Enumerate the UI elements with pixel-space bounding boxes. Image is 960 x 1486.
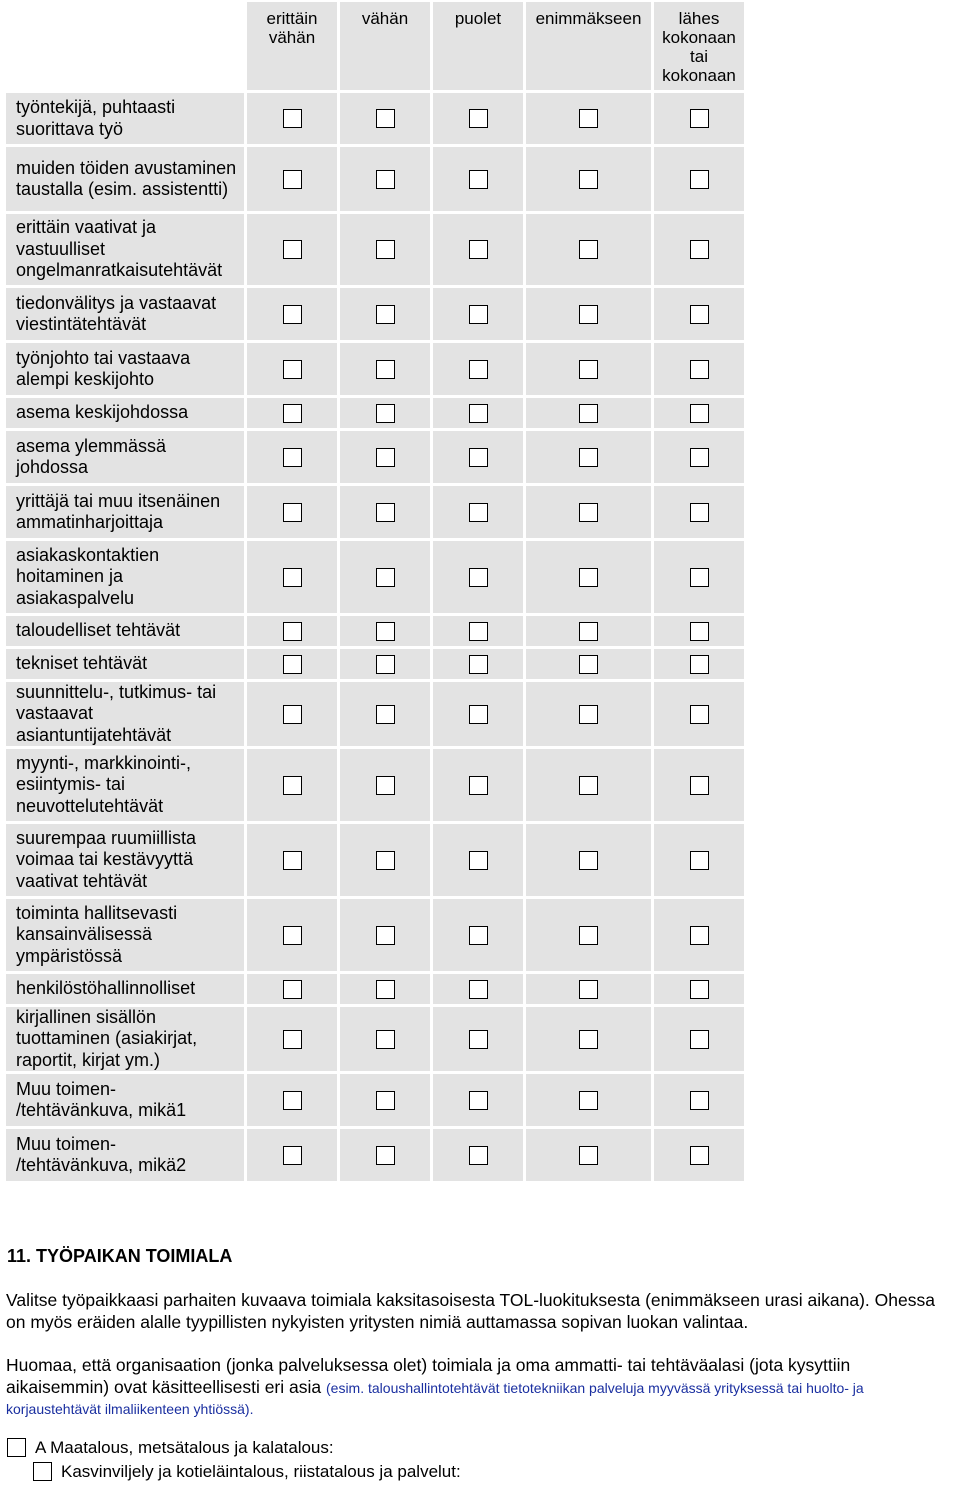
rating-checkbox[interactable] (690, 170, 709, 189)
rating-checkbox[interactable] (579, 503, 598, 522)
rating-cell (526, 486, 651, 538)
rating-checkbox[interactable] (579, 1091, 598, 1110)
rating-checkbox[interactable] (283, 109, 302, 128)
row-label: tiedonvälitys ja vastaavat viestintätehtävät (6, 288, 244, 340)
rating-cell (433, 343, 523, 395)
rating-cell (340, 824, 430, 896)
rating-cell (526, 343, 651, 395)
rating-cell (247, 899, 337, 971)
rating-checkbox[interactable] (469, 655, 488, 674)
rating-checkbox[interactable] (469, 1146, 488, 1165)
rating-cell (340, 1074, 430, 1126)
rating-checkbox[interactable] (376, 1091, 395, 1110)
rating-checkbox[interactable] (469, 305, 488, 324)
row-label: työnjohto tai vastaava alempi keskijohto (6, 343, 244, 395)
rating-checkbox[interactable] (690, 1146, 709, 1165)
rating-cell (654, 288, 744, 340)
rating-cell (654, 1129, 744, 1181)
rating-cell (247, 1007, 337, 1071)
rating-cell (654, 824, 744, 896)
row-label: kirjallinen sisällön tuottaminen (asiakirjat, raportit, kirjat ym.) (6, 1007, 244, 1071)
rating-checkbox[interactable] (579, 851, 598, 870)
column-header: enimmäkseen (526, 2, 651, 90)
rating-checkbox[interactable] (283, 170, 302, 189)
rating-cell (340, 214, 430, 285)
row-label: asema keskijohdossa (6, 398, 244, 428)
header-corner (6, 2, 244, 90)
note-main-text: Huomaa, että organisaation (jonka palveluksessa olet) toimiala ja oma ammatti- tai tehtäväalasi (jota kysyttiin aikaisemmin) ovat käsitteellisesti eri asia (6, 1355, 851, 1397)
rating-cell (526, 431, 651, 483)
column-header: lähes kokonaan tai kokonaan (654, 2, 744, 90)
rating-cell (654, 431, 744, 483)
rating-checkbox[interactable] (579, 568, 598, 587)
section-title: 11. TYÖPAIKAN TOIMIALA (7, 1246, 233, 1266)
rating-cell (247, 288, 337, 340)
rating-cell (526, 616, 651, 646)
rating-cell (247, 398, 337, 428)
rating-cell (433, 541, 523, 613)
row-label: tekniset tehtävät (6, 649, 244, 679)
rating-cell (433, 93, 523, 144)
row-label: yrittäjä tai muu itsenäinen ammatinharjoittaja (6, 486, 244, 538)
row-label: taloudelliset tehtävät (6, 616, 244, 646)
row-label: muiden töiden avustaminen taustalla (esim. assistentti) (6, 147, 244, 211)
rating-checkbox[interactable] (376, 448, 395, 467)
rating-checkbox[interactable] (283, 503, 302, 522)
rating-grid (6, 2, 744, 1181)
rating-checkbox[interactable] (283, 851, 302, 870)
rating-checkbox[interactable] (579, 109, 598, 128)
rating-checkbox[interactable] (579, 305, 598, 324)
rating-checkbox[interactable] (579, 622, 598, 641)
note-paragraph (6, 1355, 956, 1420)
rating-cell (340, 682, 430, 746)
rating-cell (433, 1074, 523, 1126)
rating-checkbox[interactable] (690, 240, 709, 259)
rating-checkbox[interactable] (376, 926, 395, 945)
rating-checkbox[interactable] (469, 503, 488, 522)
rating-checkbox[interactable] (376, 568, 395, 587)
rating-checkbox[interactable] (376, 404, 395, 423)
rating-checkbox[interactable] (283, 305, 302, 324)
rating-checkbox[interactable] (469, 568, 488, 587)
rating-checkbox[interactable] (376, 109, 395, 128)
rating-cell (340, 1007, 430, 1071)
rating-cell (340, 1129, 430, 1181)
rating-cell (433, 682, 523, 746)
rating-cell (654, 1007, 744, 1071)
checkbox[interactable] (33, 1462, 52, 1481)
rating-cell (654, 974, 744, 1004)
rating-cell (654, 616, 744, 646)
rating-cell (526, 398, 651, 428)
row-label: suurempaa ruumiillista voimaa tai kestävyyttä vaativat tehtävät (6, 824, 244, 896)
rating-cell (433, 147, 523, 211)
rating-cell (526, 541, 651, 613)
rating-cell (247, 486, 337, 538)
rating-checkbox[interactable] (690, 705, 709, 724)
rating-cell (526, 749, 651, 821)
column-header: erittäin vähän (247, 2, 337, 90)
rating-checkbox[interactable] (376, 655, 395, 674)
rating-cell (247, 824, 337, 896)
rating-checkbox[interactable] (579, 170, 598, 189)
rating-checkbox[interactable] (690, 305, 709, 324)
rating-checkbox[interactable] (469, 851, 488, 870)
option-label: A Maatalous, metsätalous ja kalatalous: (35, 1438, 334, 1457)
row-label: työntekijä, puhtaasti suorittava työ (6, 93, 244, 144)
rating-checkbox[interactable] (283, 448, 302, 467)
rating-checkbox[interactable] (690, 776, 709, 795)
rating-cell (340, 343, 430, 395)
rating-checkbox[interactable] (579, 1146, 598, 1165)
rating-checkbox[interactable] (376, 1146, 395, 1165)
rating-cell (433, 749, 523, 821)
rating-cell (433, 974, 523, 1004)
rating-cell (654, 214, 744, 285)
rating-checkbox[interactable] (579, 240, 598, 259)
row-label: asiakaskontaktien hoitaminen ja asiakaspalvelu (6, 541, 244, 613)
rating-checkbox[interactable] (579, 655, 598, 674)
rating-checkbox[interactable] (579, 980, 598, 999)
row-label: Muu toimen- /tehtävänkuva, mikä1 (6, 1074, 244, 1126)
rating-cell (654, 541, 744, 613)
rating-cell (340, 899, 430, 971)
rating-cell (433, 1007, 523, 1071)
row-label: asema ylemmässä johdossa (6, 431, 244, 483)
rating-checkbox[interactable] (579, 926, 598, 945)
row-label: myynti-, markkinointi-, esiintymis- tai neuvottelutehtävät (6, 749, 244, 821)
row-label: toiminta hallitsevasti kansainvälisessä ympäristössä (6, 899, 244, 971)
rating-checkbox[interactable] (469, 170, 488, 189)
rating-cell (433, 616, 523, 646)
rating-cell (654, 343, 744, 395)
rating-checkbox[interactable] (376, 980, 395, 999)
rating-cell (433, 398, 523, 428)
rating-cell (247, 541, 337, 613)
rating-checkbox[interactable] (283, 1091, 302, 1110)
rating-cell (340, 616, 430, 646)
rating-checkbox[interactable] (690, 503, 709, 522)
rating-checkbox[interactable] (469, 1030, 488, 1049)
rating-cell (654, 486, 744, 538)
rating-checkbox[interactable] (283, 622, 302, 641)
rating-checkbox[interactable] (283, 1030, 302, 1049)
rating-cell (247, 649, 337, 679)
rating-checkbox[interactable] (469, 448, 488, 467)
rating-checkbox[interactable] (283, 360, 302, 379)
rating-cell (340, 649, 430, 679)
rating-cell (340, 431, 430, 483)
rating-cell (526, 1074, 651, 1126)
rating-cell (433, 1129, 523, 1181)
rating-checkbox[interactable] (376, 240, 395, 259)
rating-cell (340, 147, 430, 211)
rating-checkbox[interactable] (376, 705, 395, 724)
rating-checkbox[interactable] (690, 926, 709, 945)
option-a-maatalous[interactable] (7, 1438, 334, 1458)
rating-cell (526, 824, 651, 896)
rating-cell (526, 147, 651, 211)
rating-cell (654, 1074, 744, 1126)
rating-checkbox[interactable] (690, 360, 709, 379)
rating-checkbox[interactable] (469, 240, 488, 259)
rating-cell (340, 974, 430, 1004)
rating-cell (526, 288, 651, 340)
rating-checkbox[interactable] (579, 404, 598, 423)
rating-cell (340, 486, 430, 538)
rating-checkbox[interactable] (283, 1146, 302, 1165)
column-header: vähän (340, 2, 430, 90)
rating-cell (526, 682, 651, 746)
rating-cell (526, 1007, 651, 1071)
rating-cell (340, 541, 430, 613)
option-label: Kasvinviljely ja kotieläintalous, riistatalous ja palvelut: (61, 1462, 461, 1481)
rating-checkbox[interactable] (690, 568, 709, 587)
rating-cell (433, 214, 523, 285)
rating-checkbox[interactable] (376, 360, 395, 379)
rating-checkbox[interactable] (283, 776, 302, 795)
rating-checkbox[interactable] (283, 404, 302, 423)
note-example-text: (esim. taloushallintotehtävät tietotekniikan palveluja myyvässä yrityksessä tai huolto- ja korjaustehtävät ilmaliikenteen yhtiössä). (6, 1379, 864, 1417)
rating-checkbox[interactable] (469, 360, 488, 379)
rating-checkbox[interactable] (376, 170, 395, 189)
rating-checkbox[interactable] (469, 705, 488, 724)
rating-checkbox[interactable] (690, 622, 709, 641)
rating-cell (654, 749, 744, 821)
rating-cell (247, 1129, 337, 1181)
rating-cell (433, 899, 523, 971)
rating-checkbox[interactable] (690, 448, 709, 467)
option-kasvinviljely[interactable] (33, 1462, 461, 1482)
rating-checkbox[interactable] (376, 776, 395, 795)
column-header: puolet (433, 2, 523, 90)
rating-cell (526, 974, 651, 1004)
rating-cell (526, 214, 651, 285)
rating-checkbox[interactable] (283, 705, 302, 724)
rating-cell (247, 616, 337, 646)
rating-cell (526, 1129, 651, 1181)
rating-checkbox[interactable] (469, 926, 488, 945)
rating-checkbox[interactable] (283, 568, 302, 587)
rating-cell (433, 486, 523, 538)
rating-cell (247, 1074, 337, 1126)
rating-checkbox[interactable] (376, 622, 395, 641)
rating-checkbox[interactable] (376, 305, 395, 324)
rating-checkbox[interactable] (283, 655, 302, 674)
rating-checkbox[interactable] (283, 926, 302, 945)
rating-checkbox[interactable] (690, 655, 709, 674)
rating-checkbox[interactable] (579, 360, 598, 379)
rating-cell (433, 649, 523, 679)
rating-cell (654, 682, 744, 746)
row-label: erittäin vaativat ja vastuulliset ongelmanratkaisutehtävät (6, 214, 244, 285)
rating-cell (433, 431, 523, 483)
rating-checkbox[interactable] (469, 622, 488, 641)
rating-checkbox[interactable] (469, 1091, 488, 1110)
rating-cell (247, 682, 337, 746)
rating-cell (247, 431, 337, 483)
row-label: Muu toimen- /tehtävänkuva, mikä2 (6, 1129, 244, 1181)
rating-checkbox[interactable] (579, 705, 598, 724)
rating-cell (247, 214, 337, 285)
rating-checkbox[interactable] (579, 1030, 598, 1049)
rating-cell (654, 93, 744, 144)
rating-cell (340, 93, 430, 144)
row-label: suunnittelu-, tutkimus- tai vastaavat asiantuntijatehtävät (6, 682, 244, 746)
rating-checkbox[interactable] (376, 503, 395, 522)
rating-cell (654, 649, 744, 679)
rating-cell (340, 749, 430, 821)
rating-cell (654, 147, 744, 211)
instruction-paragraph: Valitse työpaikkaasi parhaiten kuvaava toimiala kaksitasoisesta TOL-luokituksesta (enimmäkseen urasi aikana). Ohessa on myös eräiden alalle tyypillisten nykyisten yritysten nimiä auttamassa sopivan luokan valintaa. (6, 1290, 935, 1332)
rating-checkbox[interactable] (283, 980, 302, 999)
rating-cell (526, 93, 651, 144)
rating-cell (247, 93, 337, 144)
rating-checkbox[interactable] (469, 404, 488, 423)
row-label: henkilöstöhallinnolliset (6, 974, 244, 1004)
rating-checkbox[interactable] (690, 851, 709, 870)
checkbox[interactable] (7, 1438, 26, 1457)
rating-cell (526, 649, 651, 679)
rating-checkbox[interactable] (469, 980, 488, 999)
rating-cell (247, 147, 337, 211)
rating-checkbox[interactable] (579, 776, 598, 795)
rating-checkbox[interactable] (579, 448, 598, 467)
rating-cell (247, 749, 337, 821)
rating-cell (526, 899, 651, 971)
rating-checkbox[interactable] (376, 1030, 395, 1049)
rating-checkbox[interactable] (690, 980, 709, 999)
rating-cell (247, 343, 337, 395)
rating-checkbox[interactable] (469, 109, 488, 128)
rating-cell (654, 398, 744, 428)
rating-cell (340, 288, 430, 340)
rating-checkbox[interactable] (690, 1091, 709, 1110)
rating-cell (433, 288, 523, 340)
rating-checkbox[interactable] (690, 1030, 709, 1049)
rating-checkbox[interactable] (283, 240, 302, 259)
rating-checkbox[interactable] (690, 109, 709, 128)
rating-cell (340, 398, 430, 428)
rating-checkbox[interactable] (469, 776, 488, 795)
rating-cell (247, 974, 337, 1004)
rating-checkbox[interactable] (376, 851, 395, 870)
rating-cell (654, 899, 744, 971)
rating-checkbox[interactable] (690, 404, 709, 423)
rating-cell (433, 824, 523, 896)
